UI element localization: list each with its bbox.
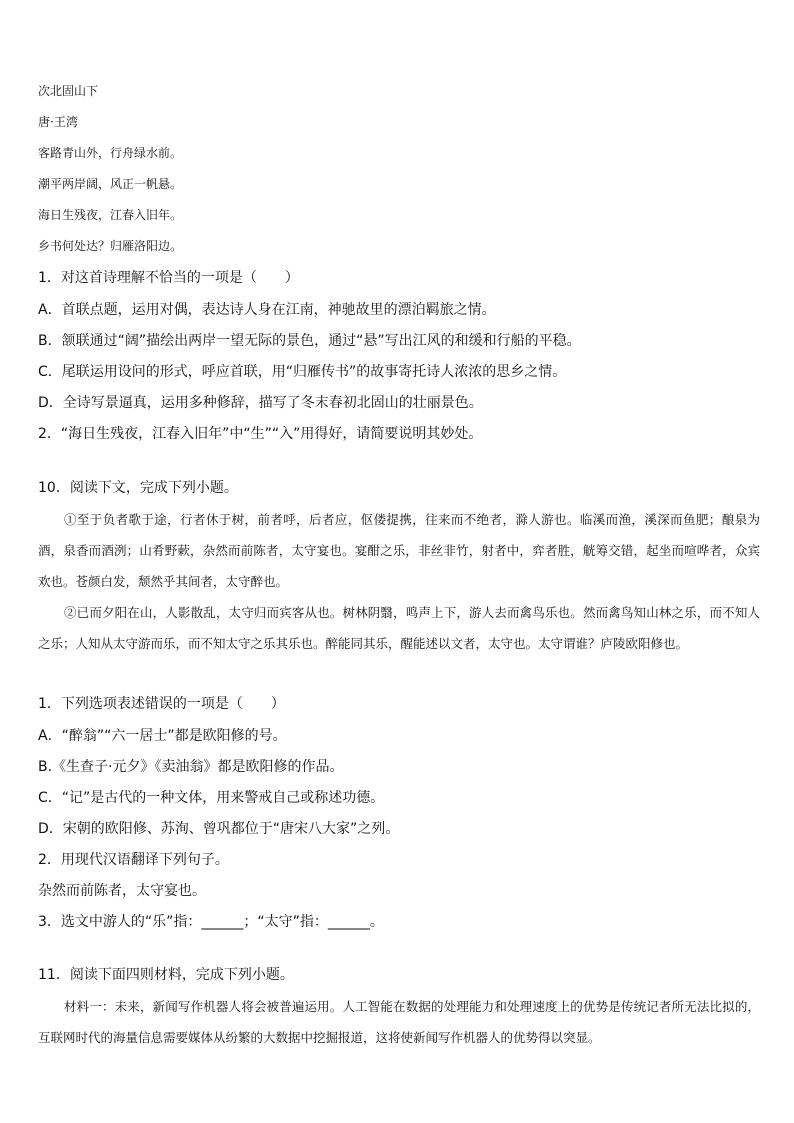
- option-c: C．“记”是古代的一种文体，用来警戒自己或称述功德。: [38, 790, 385, 806]
- poem-author: 唐·王湾: [38, 115, 78, 129]
- question-10-3: 3．选文中游人的“乐”指：______；“太守”指：______。: [38, 914, 384, 930]
- question-10-heading: 10．阅读下文，完成下列小题。: [38, 480, 238, 496]
- question-10-1: 1．下列选项表述错误的一项是（ ）: [38, 696, 285, 712]
- passage-paragraph-2: ②已而夕阳在山，人影散乱，太守归而宾客从也。树林阴翳，鸣声上下，游人去而禽鸟乐也。然而禽鸟知山林之乐，而不知人之乐；人知从太守游而乐，而不知太守之乐其乐也。醉能同其乐，醒能述以文者，太守也。太守谓谁？庐陵欧阳修也。: [38, 605, 760, 651]
- poem-line: 乡书何处达？归雁洛阳边。: [38, 239, 183, 253]
- option-a: A．首联点题，运用对偶，表达诗人身在江南，神驰故里的漂泊羁旅之情。: [38, 302, 496, 318]
- option-d: D．宋朝的欧阳修、苏洵、曾巩都位于“唐宋八大家”之列。: [38, 821, 400, 837]
- translation-sentence: 杂然而前陈者，太守宴也。: [38, 883, 206, 899]
- question-9-2: 2．“海日生残夜，江春入旧年”中“生”“入”用得好，请简要说明其妙处。: [38, 426, 483, 442]
- material-1: 材料一：未来，新闻写作机器人将会被普遍运用。人工智能在数据的处理能力和处理速度上的优势是传统记者所无法比拟的，互联网时代的海量信息需要媒体从纷繁的大数据中挖掘报道，这将使新闻写作机器人的优势得以突显。: [38, 999, 760, 1045]
- option-c: C．尾联运用设问的形式，呼应首联，用“归雁传书”的故事寄托诗人浓浓的思乡之情。: [38, 364, 567, 380]
- question-11-heading: 11．阅读下面四则材料，完成下列小题。: [38, 967, 294, 983]
- passage-paragraph-1: ①至于负者歌于途，行者休于树，前者呼，后者应，伛偻提携，往来而不绝者，滁人游也。临溪而渔，溪深而鱼肥；酿泉为酒，泉香而酒洌；山肴野蔌，杂然而前陈者，太守宴也。宴酣之乐，非丝非竹，射者中，弈者胜，觥筹交错，起坐而喧哗者，众宾欢也。苍颜白发，颓然乎其间者，太守醉也。: [38, 512, 760, 589]
- question-10-2: 2．用现代汉语翻译下列句子。: [38, 852, 229, 868]
- poem-line: 潮平两岸阔，风正一帆悬。: [38, 177, 183, 191]
- option-b: B．颔联通过“阔”描绘出两岸一望无际的景色，通过“悬”写出江风的和缓和行船的平稳。: [38, 333, 581, 349]
- poem-title: 次北固山下: [38, 84, 99, 98]
- option-d: D．全诗写景逼真，运用多种修辞，描写了冬末春初北固山的壮丽景色。: [38, 395, 483, 411]
- poem-line: 海日生残夜，江春入旧年。: [38, 208, 183, 222]
- option-a: A．“醉翁”“六一居士”都是欧阳修的号。: [38, 728, 287, 744]
- option-b: B.《生查子·元夕》《卖油翁》都是欧阳修的作品。: [38, 759, 344, 775]
- poem-line: 客路青山外，行舟绿水前。: [38, 146, 183, 160]
- question-9-1: 1．对这首诗理解不恰当的一项是（ ）: [38, 270, 299, 286]
